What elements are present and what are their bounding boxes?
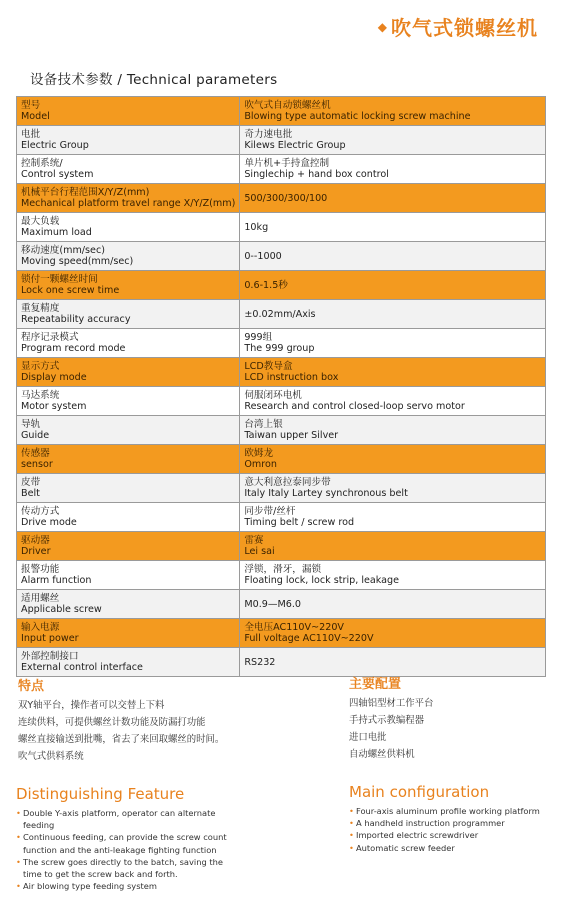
- param-name-cn: 外部控制接口: [21, 651, 79, 662]
- param-value-secondary: Omron: [244, 459, 277, 470]
- param-name-en: Electric Group: [21, 140, 89, 151]
- features-cn-item: 双Y轴平台，操作者可以交替上下料: [18, 700, 165, 711]
- param-value-secondary: Kilews Electric Group: [244, 140, 346, 151]
- config-en-title: Main configuration: [349, 783, 490, 801]
- param-name-cn: 型号: [21, 100, 41, 111]
- table-row: [17, 155, 546, 184]
- param-name-cn: 导轨: [21, 419, 41, 430]
- config-cn-item: 进口电批: [349, 732, 387, 743]
- param-value-cell: [240, 503, 546, 532]
- parameters-table: [16, 96, 546, 677]
- features-cn-block: [18, 678, 224, 765]
- features-en-item: • The screw goes directly to the batch, saving the time to get the screw back and forth.: [16, 856, 231, 880]
- param-name-cell: [17, 590, 240, 619]
- table-row: [17, 184, 546, 213]
- param-value-primary: 999组: [244, 332, 273, 343]
- page-title: [378, 12, 538, 41]
- param-value-cell: [240, 358, 546, 387]
- param-name-en: Mechanical platform travel range X/Y/Z(mm): [21, 198, 236, 209]
- param-value-cell: [240, 445, 546, 474]
- param-name-en: Applicable screw: [21, 604, 102, 615]
- param-name-en: Model: [21, 111, 50, 122]
- param-name-cell: [17, 184, 240, 213]
- param-name-en: sensor: [21, 459, 53, 470]
- table-row: [17, 648, 546, 677]
- param-name-cn: 电批: [21, 129, 41, 140]
- table-row: [17, 387, 546, 416]
- param-name-cell: [17, 387, 240, 416]
- param-name-cell: [17, 416, 240, 445]
- table-row: [17, 445, 546, 474]
- param-name-cn: 显示方式: [21, 361, 60, 372]
- param-value-primary: 欧姆龙: [244, 448, 274, 459]
- param-value-cell: [240, 271, 546, 300]
- config-cn-item: 手持式示教编程器: [349, 715, 425, 726]
- param-name-en: Motor system: [21, 401, 87, 412]
- param-name-en: Input power: [21, 633, 79, 644]
- param-value-primary: 浮锁，滑牙，漏锁: [244, 564, 322, 575]
- param-value-secondary: Taiwan upper Silver: [244, 430, 339, 441]
- config-cn-title: 主要配置: [349, 677, 402, 692]
- param-value-cell: [240, 155, 546, 184]
- table-row: [17, 532, 546, 561]
- table-row: [17, 97, 546, 126]
- features-cn-item: 连续供料，可提供螺丝计数功能及防漏打功能: [18, 717, 206, 728]
- param-value-primary: 全电压AC110V~220V: [244, 622, 344, 633]
- config-en-block: [349, 784, 549, 854]
- param-value-secondary: Research and control closed-loop servo motor: [244, 401, 465, 412]
- config-cn-item: 自动螺丝供料机: [349, 749, 415, 760]
- param-value-secondary: Lei sai: [244, 546, 275, 557]
- param-name-en: Lock one screw time: [21, 285, 120, 296]
- table-row: [17, 126, 546, 155]
- table-row: [17, 329, 546, 358]
- param-value-secondary: Timing belt / screw rod: [244, 517, 355, 528]
- param-value-secondary: Floating lock, lock strip, leakage: [244, 575, 400, 586]
- table-row: [17, 358, 546, 387]
- param-value-primary: RS232: [244, 656, 276, 668]
- param-name-cn: 传动方式: [21, 506, 60, 517]
- param-name-en: Driver: [21, 546, 51, 557]
- table-row: [17, 271, 546, 300]
- param-name-en: Repeatability accuracy: [21, 314, 131, 325]
- param-name-cell: [17, 474, 240, 503]
- param-value-cell: [240, 590, 546, 619]
- param-name-cn: 皮带: [21, 477, 41, 488]
- param-name-cn: 控制系统/: [21, 158, 63, 169]
- param-value-cell: [240, 648, 546, 677]
- param-name-en: Display mode: [21, 372, 87, 383]
- page-title-text: 吹气式锁螺丝机: [391, 16, 538, 40]
- param-value-cell: [240, 126, 546, 155]
- features-en-title: Distinguishing Feature: [16, 785, 185, 803]
- param-name-en: Guide: [21, 430, 50, 441]
- param-value-primary: 意大利意拉泰同步带: [244, 477, 331, 488]
- param-name-cn: 输入电源: [21, 622, 60, 633]
- param-value-primary: 吹气式自动锁螺丝机: [244, 100, 331, 111]
- param-value-cell: [240, 213, 546, 242]
- param-name-cn: 移动速度(mm/sec): [21, 245, 105, 256]
- param-name-cell: [17, 532, 240, 561]
- param-value-primary: 0--1000: [244, 250, 282, 262]
- param-name-cn: 重复精度: [21, 303, 60, 314]
- features-en-item: • Continuous feeding, can provide the screw count function and the anti-leakage fighting function: [16, 831, 231, 855]
- param-name-cell: [17, 126, 240, 155]
- param-name-cell: [17, 445, 240, 474]
- param-name-en: Control system: [21, 169, 94, 180]
- param-value-secondary: Full voltage AC110V~220V: [244, 633, 374, 644]
- param-name-en: Moving speed(mm/sec): [21, 256, 134, 267]
- param-value-cell: [240, 416, 546, 445]
- diamond-icon: ◆: [377, 20, 388, 34]
- param-name-en: Belt: [21, 488, 40, 499]
- param-value-secondary: LCD instruction box: [244, 372, 339, 383]
- param-name-cell: [17, 213, 240, 242]
- param-name-cell: [17, 329, 240, 358]
- features-en-item: • Air blowing type feeding system: [16, 880, 231, 892]
- param-name-cn: 适用螺丝: [21, 593, 60, 604]
- param-value-primary: 500/300/300/100: [244, 192, 328, 204]
- param-name-cn: 报警功能: [21, 564, 60, 575]
- param-value-cell: [240, 387, 546, 416]
- param-value-primary: LCD教导盒: [244, 361, 293, 372]
- table-row: [17, 503, 546, 532]
- param-name-cell: [17, 503, 240, 532]
- param-value-primary: M0.9—M6.0: [244, 598, 301, 610]
- param-name-cn: 马达系统: [21, 390, 60, 401]
- config-cn-item: 四轴铝型材工作平台: [349, 698, 434, 709]
- config-en-item: • Automatic screw feeder: [349, 842, 549, 854]
- param-name-cell: [17, 358, 240, 387]
- section-title: 设备技术参数 / Technical parameters: [30, 72, 278, 88]
- param-name-cell: [17, 155, 240, 184]
- param-value-primary: 台湾上银: [244, 419, 283, 430]
- table-row: [17, 300, 546, 329]
- param-value-cell: [240, 532, 546, 561]
- param-name-en: Alarm function: [21, 575, 92, 586]
- table-row: [17, 242, 546, 271]
- param-value-cell: [240, 97, 546, 126]
- param-value-cell: [240, 184, 546, 213]
- param-value-cell: [240, 329, 546, 358]
- param-name-cell: [17, 561, 240, 590]
- param-name-cell: [17, 271, 240, 300]
- param-value-secondary: Singlechip + hand box control: [244, 169, 389, 180]
- param-value-secondary: Italy Italy Lartey synchronous belt: [244, 488, 408, 499]
- param-name-cell: [17, 300, 240, 329]
- param-value-secondary: The 999 group: [244, 343, 315, 354]
- config-en-item: • Four-axis aluminum profile working platform: [349, 805, 549, 817]
- table-row: [17, 474, 546, 503]
- param-name-en: External control interface: [21, 662, 143, 673]
- param-name-cn: 程序记录模式: [21, 332, 79, 343]
- config-cn-block: [349, 676, 433, 763]
- table-row: [17, 416, 546, 445]
- param-name-cell: [17, 97, 240, 126]
- param-value-cell: [240, 242, 546, 271]
- param-value-primary: 单片机+手持盒控制: [244, 158, 330, 169]
- features-en-item: • Double Y-axis platform, operator can alternate feeding: [16, 807, 231, 831]
- param-name-cn: 传感器: [21, 448, 50, 459]
- param-name-cell: [17, 242, 240, 271]
- table-row: [17, 213, 546, 242]
- param-name-cn: 机械平台行程范围X/Y/Z(mm): [21, 187, 150, 198]
- features-cn-item: 吹气式供料系统: [18, 751, 84, 762]
- param-name-en: Maximum load: [21, 227, 92, 238]
- param-value-cell: [240, 474, 546, 503]
- param-value-primary: 10kg: [244, 221, 269, 233]
- param-value-primary: 雷赛: [244, 535, 264, 546]
- param-name-cell: [17, 648, 240, 677]
- param-value-primary: 奇力速电批: [244, 129, 293, 140]
- param-value-primary: 0.6-1.5秒: [244, 279, 288, 291]
- param-name-cn: 锁付一颗螺丝时间: [21, 274, 98, 285]
- param-value-primary: ±0.02mm/Axis: [244, 308, 316, 320]
- param-name-cn: 最大负载: [21, 216, 60, 227]
- features-cn-title: 特点: [18, 679, 45, 694]
- param-name-en: Drive mode: [21, 517, 77, 528]
- param-name-cn: 驱动器: [21, 535, 50, 546]
- config-en-item: • Imported electric screwdriver: [349, 829, 549, 841]
- features-en-block: [16, 786, 231, 892]
- param-name-en: Program record mode: [21, 343, 126, 354]
- param-value-secondary: Blowing type automatic locking screw machine: [244, 111, 471, 122]
- param-value-cell: [240, 300, 546, 329]
- table-row: [17, 590, 546, 619]
- param-value-cell: [240, 561, 546, 590]
- param-name-cell: [17, 619, 240, 648]
- features-cn-item: 螺丝直接输送到批嘴，省去了来回取螺丝的时间。: [18, 734, 225, 745]
- config-en-item: • A handheld instruction programmer: [349, 817, 549, 829]
- param-value-primary: 伺服闭环电机: [244, 390, 302, 401]
- table-row: [17, 619, 546, 648]
- param-value-primary: 同步带/丝杆: [244, 506, 296, 517]
- table-row: [17, 561, 546, 590]
- param-value-cell: [240, 619, 546, 648]
